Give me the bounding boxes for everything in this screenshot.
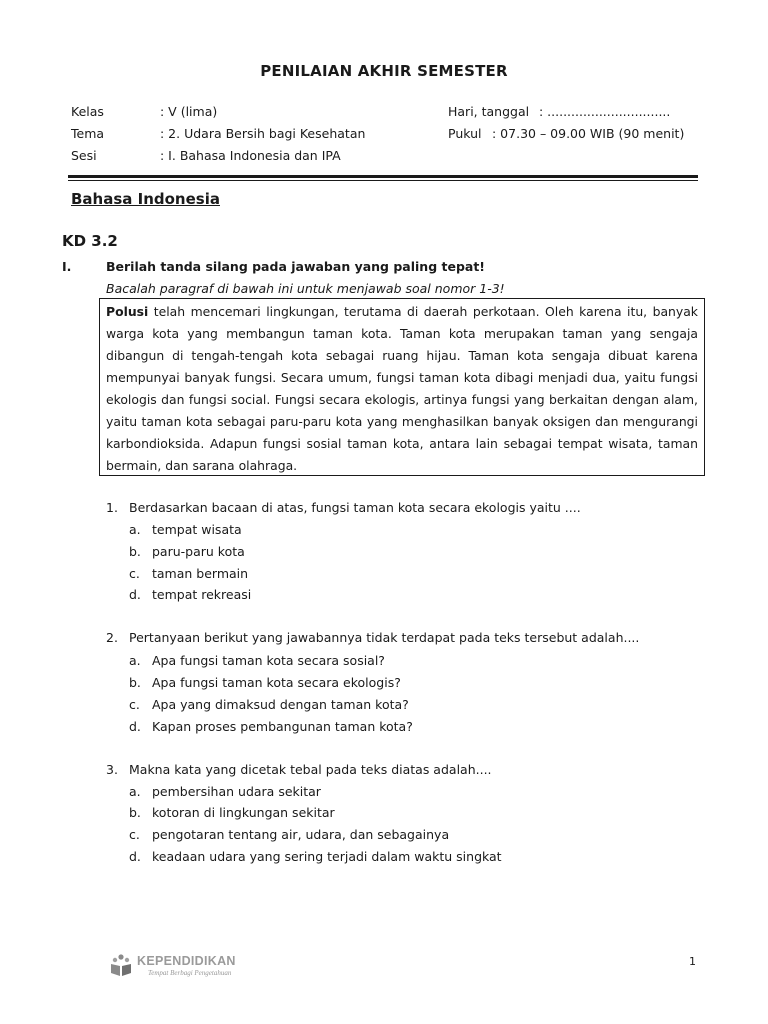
sesi-value: : I. Bahasa Indonesia dan IPA (160, 148, 341, 163)
pukul-value: : 07.30 – 09.00 WIB (90 menit) (492, 126, 685, 141)
option-text: tempat rekreasi (152, 587, 252, 602)
pukul-label: Pukul (448, 126, 482, 141)
option-text: kotoran di lingkungan sekitar (152, 805, 335, 820)
option-letter: d. (129, 587, 141, 602)
hari-value: : ............................... (539, 104, 671, 119)
option-text: pembersihan udara sekitar (152, 784, 321, 799)
instruction-subtext: Bacalah paragraf di bawah ini untuk menjawab soal nomor 1-3! (106, 281, 505, 296)
option-text: Kapan proses pembangunan taman kota? (152, 719, 413, 734)
header-divider-thick (68, 175, 698, 178)
tema-value: : 2. Udara Bersih bagi Kesehatan (160, 126, 366, 141)
option-letter: b. (129, 675, 141, 690)
option-text: paru-paru kota (152, 544, 245, 559)
question-number: 1. (106, 500, 118, 515)
question-number: 3. (106, 762, 118, 777)
option-text: tempat wisata (152, 522, 242, 537)
page-title: PENILAIAN AKHIR SEMESTER (260, 62, 508, 80)
kependidikan-logo[interactable] (110, 952, 250, 982)
question-text: Pertanyaan berikut yang jawabannya tidak terdapat pada teks tersebut adalah.... (129, 630, 640, 645)
option-letter: c. (129, 566, 140, 581)
passage-text: telah mencemari lingkungan, terutama di daerah perkotaan. Oleh karena itu, banyak warga kota yang membangun taman kota. Taman kota merupakan taman yang sengaja dibangun di tengah-tengah kota sebagai ruang hijau. Taman kota sengaja dibuat karena mempunyai banyak fungsi. Secara umum, fungsi taman kota dibagi menjadi dua, yaitu fungsi ekologis dan fungsi social. Fungsi secara ekologis, artinya fungsi yang berkaitan dengan alam, yaitu taman kota sebagai paru-paru kota yang menghasilkan banyak oksigen dan mengurangi karbondioksida. Adapun fungsi sosial taman kota, antara lain sebagai tempat wisata, taman bermain, dan sarana olahraga. (106, 304, 698, 473)
option-text: Apa fungsi taman kota secara ekologis? (152, 675, 401, 690)
header-divider-thin (68, 180, 698, 181)
section-title: Bahasa Indonesia (71, 190, 220, 208)
option-text: Apa fungsi taman kota secara sosial? (152, 653, 385, 668)
instruction-number: I. (62, 259, 72, 274)
option-text: pengotaran tentang air, udara, dan sebagainya (152, 827, 450, 842)
option-letter: d. (129, 849, 141, 864)
kd-heading: KD 3.2 (62, 232, 118, 250)
option-text: taman bermain (152, 566, 249, 581)
page-number: 1 (689, 955, 696, 968)
instruction-text: Berilah tanda silang pada jawaban yang paling tepat! (106, 259, 486, 274)
option-letter: c. (129, 697, 140, 712)
kelas-label: Kelas (71, 104, 104, 119)
question-text: Makna kata yang dicetak tebal pada teks diatas adalah.... (129, 762, 492, 777)
tema-label: Tema (71, 126, 105, 141)
logo-tagline: Tempat Berbagi Pengetahuan (148, 969, 232, 977)
option-letter: a. (129, 784, 141, 799)
option-letter: b. (129, 805, 141, 820)
option-text: keadaan udara yang sering terjadi dalam waktu singkat (152, 849, 502, 864)
option-letter: a. (129, 522, 141, 537)
option-text: Apa yang dimaksud dengan taman kota? (152, 697, 409, 712)
option-letter: b. (129, 544, 141, 559)
reading-passage (99, 298, 705, 476)
hari-label: Hari, tanggal (448, 104, 530, 119)
question-text: Berdasarkan bacaan di atas, fungsi taman kota secara ekologis yaitu .... (129, 500, 581, 515)
question-number: 2. (106, 630, 118, 645)
kelas-value: : V (lima) (160, 104, 218, 119)
passage-bold-word: Polusi (106, 304, 149, 319)
option-letter: a. (129, 653, 141, 668)
sesi-label: Sesi (71, 148, 97, 163)
logo-text: KEPENDIDIKAN (137, 954, 236, 968)
option-letter: c. (129, 827, 140, 842)
option-letter: d. (129, 719, 141, 734)
